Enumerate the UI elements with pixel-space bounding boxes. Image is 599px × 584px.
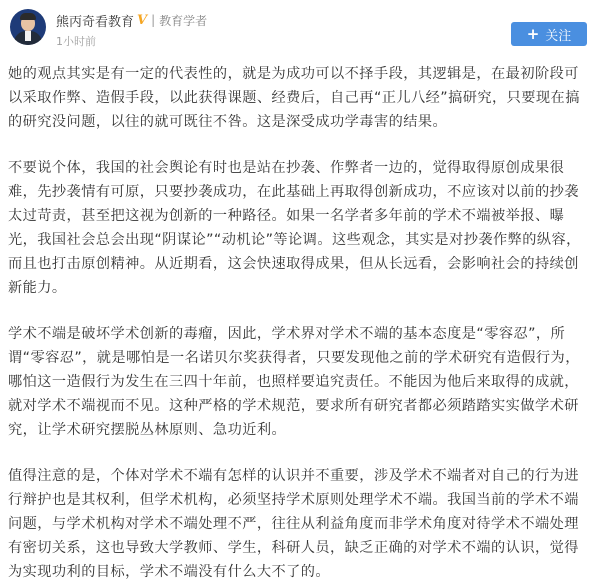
paragraph: 值得注意的是，个体对学术不端有怎样的认识并不重要，涉及学术不端者对自己的行为进行辩护也是其权利，但学术机构，必须坚持学术原则处理学术不端。我国当前的学术不端问题，与学术机构对学术不端处理不严，往往从利益角度而非学术角度对待学术不端处理有密切关系，这也导致大学教师、学生，科研人员，缺乏正确的对学术不端的认识，觉得为实现功利的目标，学术不端没有什么大不了的。: [8, 468, 579, 580]
author-role: 教育学者: [159, 13, 208, 28]
post-header: [0, 0, 599, 54]
paragraph: 学术不端是破坏学术创新的毒瘤，因此，学术界对学术不端的基本态度是“零容忍”，所谓“零容忍”，就是哪怕是一名诺贝尔奖获得者，只要发现他之前的学术研究有造假行为，哪怕这一造假行为发生在三四十年前，也照样要追究责任。不能因为他后来取得的成就，就对学术不端视而不见。这种严格的学术规范，要求所有研究者都必须踏踏实实做学术研究，让学术研究摆脱丛林原则、急功近利。: [8, 326, 580, 438]
separator: |: [151, 13, 156, 27]
verified-icon: V: [137, 12, 148, 28]
avatar[interactable]: [10, 9, 46, 45]
paragraph: 她的观点其实是有一定的代表性的，就是为成功可以不择手段，其逻辑是，在最初阶段可以采取作弊、造假手段，以此获得课题、经费后，自己再“正儿八经”搞研究，只要现在搞的研究没问题，以往的就可既往不咎。这是深受成功学毒害的结果。: [8, 66, 580, 130]
post-time: 1小时前: [56, 35, 96, 48]
avatar-shirt: [25, 31, 31, 41]
author-info: [56, 11, 207, 29]
article-body: [8, 62, 590, 584]
avatar-hair: [20, 13, 36, 20]
plus-icon: +: [526, 25, 540, 43]
paragraph: 不要说个体，我国的社会舆论有时也是站在抄袭、作弊者一边的，觉得取得原创成果很难，先抄袭情有可原，只要抄袭成功，在此基础上再取得创新成功，不应该对以前的抄袭太过苛责，甚至把这视为创新的一种路径。如果一名学者多年前的学术不端被举报、曝光，我国社会总会出现“阴谋论”“动机论”等论调。这些观念，其实是对抄袭作弊的纵容，而且也打击原创精神。从近期看，这会快速取得成果，但从长远看，会影响社会的持续创新能力。: [8, 160, 581, 296]
author-name[interactable]: 熊丙奇看教育: [56, 14, 135, 30]
follow-button[interactable]: [511, 22, 587, 46]
follow-label: 关注: [545, 28, 572, 44]
